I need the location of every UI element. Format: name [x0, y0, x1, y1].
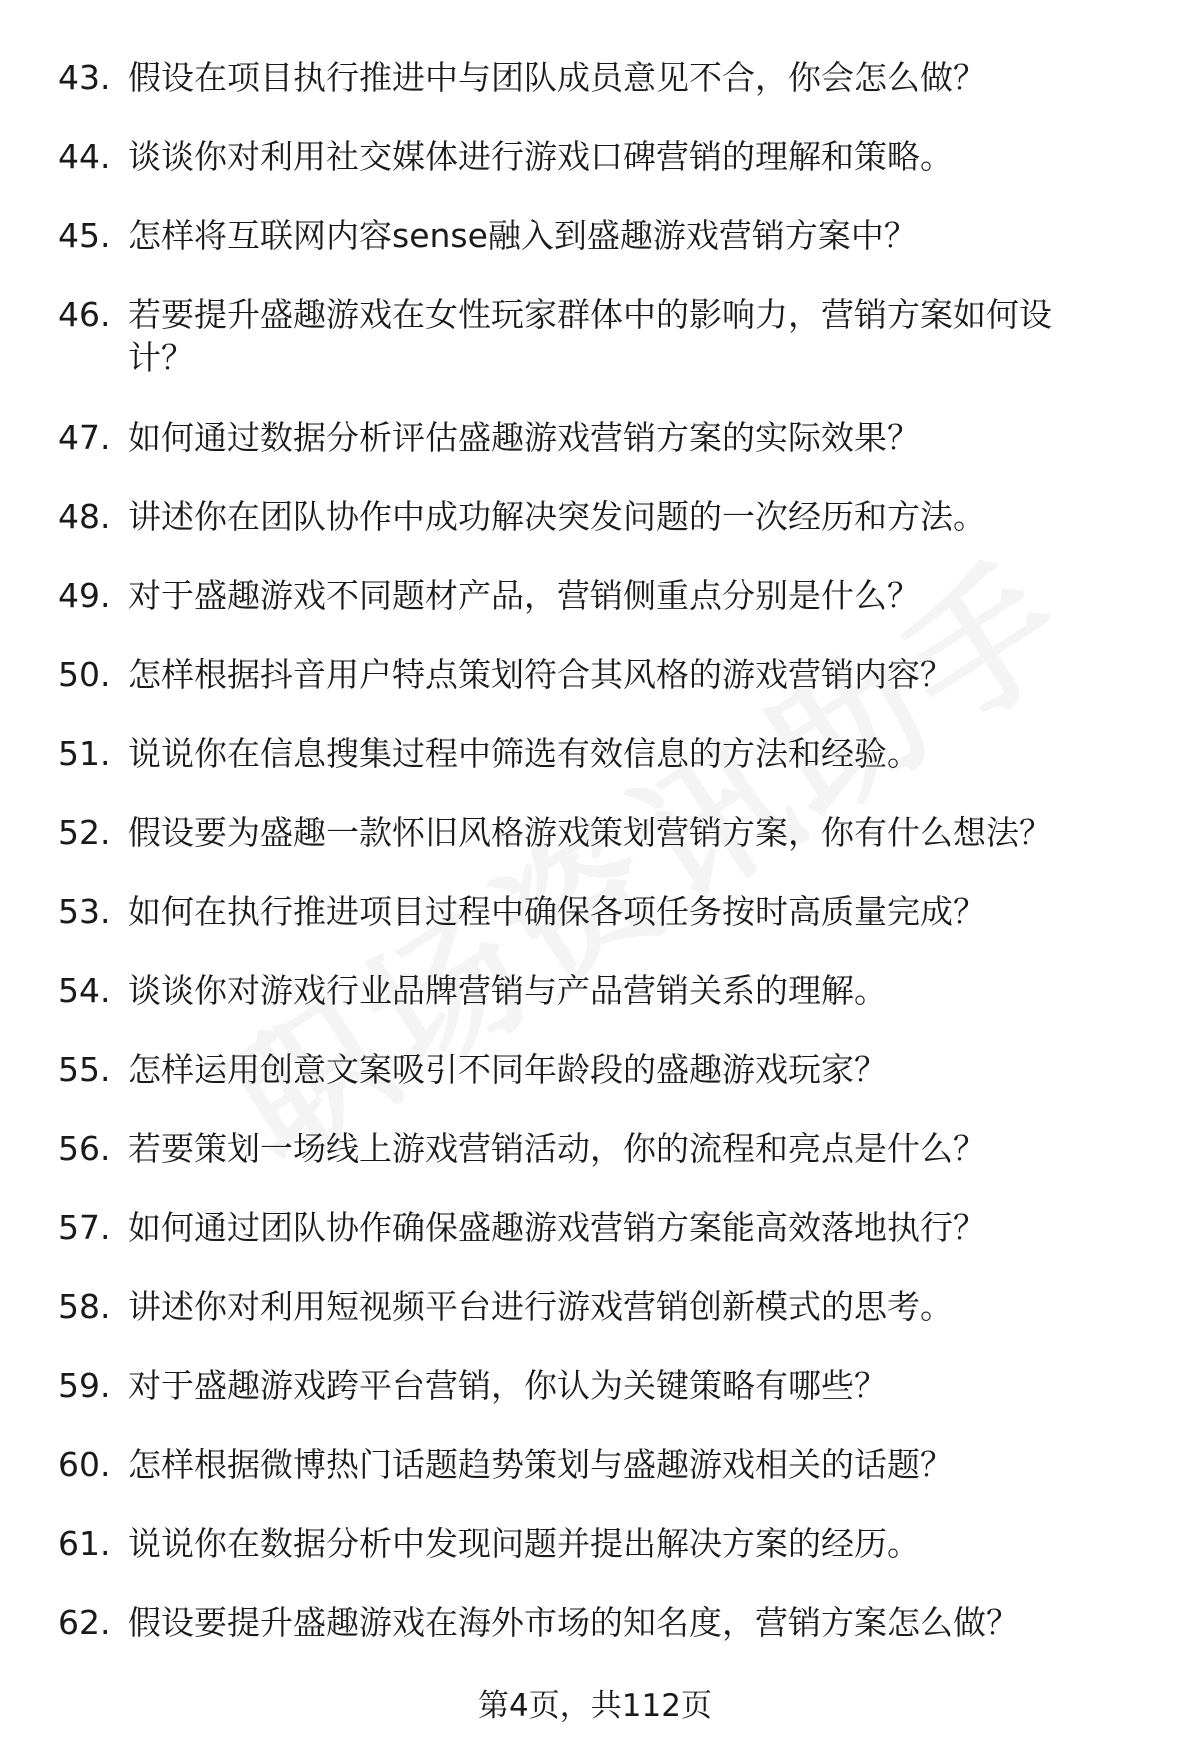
question-number: 58. — [58, 1287, 111, 1326]
question-text: 谈谈你对游戏行业品牌营销与产品营销关系的理解。 — [128, 971, 887, 1010]
question-text: 若要策划一场线上游戏营销活动，你的流程和亮点是什么？ — [128, 1129, 986, 1168]
question-number: 59. — [58, 1366, 111, 1405]
question-number: 57. — [58, 1208, 111, 1247]
question-text: 怎样将互联网内容sense融入到盛趣游戏营销方案中？ — [128, 216, 917, 255]
question-number: 53. — [58, 892, 111, 931]
question-text: 说说你在信息搜集过程中筛选有效信息的方法和经验。 — [128, 734, 920, 773]
question-number: 47. — [58, 418, 111, 457]
page-footer: 第4页，共112页 — [478, 1688, 712, 1724]
question-number: 60. — [58, 1445, 111, 1484]
question-text: 讲述你对利用短视频平台进行游戏营销创新模式的思考。 — [128, 1287, 953, 1326]
question-text: 怎样根据微博热门话题趋势策划与盛趣游戏相关的话题？ — [128, 1445, 953, 1484]
question-number: 61. — [58, 1524, 111, 1563]
question-text: 如何通过数据分析评估盛趣游戏营销方案的实际效果？ — [128, 418, 920, 457]
question-text: 对于盛趣游戏跨平台营销，你认为关键策略有哪些？ — [128, 1366, 887, 1405]
question-text: 若要提升盛趣游戏在女性玩家群体中的影响力，营销方案如何设 计？ — [128, 295, 1052, 377]
question-number: 51. — [58, 734, 111, 773]
question-text: 对于盛趣游戏不同题材产品，营销侧重点分别是什么？ — [128, 576, 920, 615]
question-text: 如何通过团队协作确保盛趣游戏营销方案能高效落地执行？ — [128, 1208, 986, 1247]
question-number: 48. — [58, 497, 111, 536]
question-text: 谈谈你对利用社交媒体进行游戏口碑营销的理解和策略。 — [128, 137, 953, 176]
watermark — [184, 532, 1056, 1203]
question-number: 46. — [58, 295, 111, 334]
question-number: 54. — [58, 971, 111, 1010]
question-number: 56. — [58, 1129, 111, 1168]
question-number: 55. — [58, 1050, 111, 1089]
question-text: 如何在执行推进项目过程中确保各项任务按时高质量完成？ — [128, 892, 986, 931]
question-text: 假设要提升盛趣游戏在海外市场的知名度，营销方案怎么做？ — [128, 1603, 1019, 1642]
question-number: 52. — [58, 813, 111, 852]
question-number: 43. — [58, 58, 111, 97]
question-number: 50. — [58, 655, 111, 694]
question-text: 说说你在数据分析中发现问题并提出解决方案的经历。 — [128, 1524, 920, 1563]
question-number: 45. — [58, 216, 111, 255]
question-number: 44. — [58, 137, 111, 176]
question-number: 62. — [58, 1603, 111, 1642]
question-text: 假设要为盛趣一款怀旧风格游戏策划营销方案，你有什么想法？ — [128, 813, 1052, 852]
question-text: 讲述你在团队协作中成功解决突发问题的一次经历和方法。 — [128, 497, 986, 536]
question-number: 49. — [58, 576, 111, 615]
question-text: 怎样根据抖音用户特点策划符合其风格的游戏营销内容？ — [128, 655, 953, 694]
question-text: 假设在项目执行推进中与团队成员意见不合，你会怎么做？ — [128, 58, 986, 97]
question-text: 怎样运用创意文案吸引不同年龄段的盛趣游戏玩家？ — [128, 1050, 887, 1089]
